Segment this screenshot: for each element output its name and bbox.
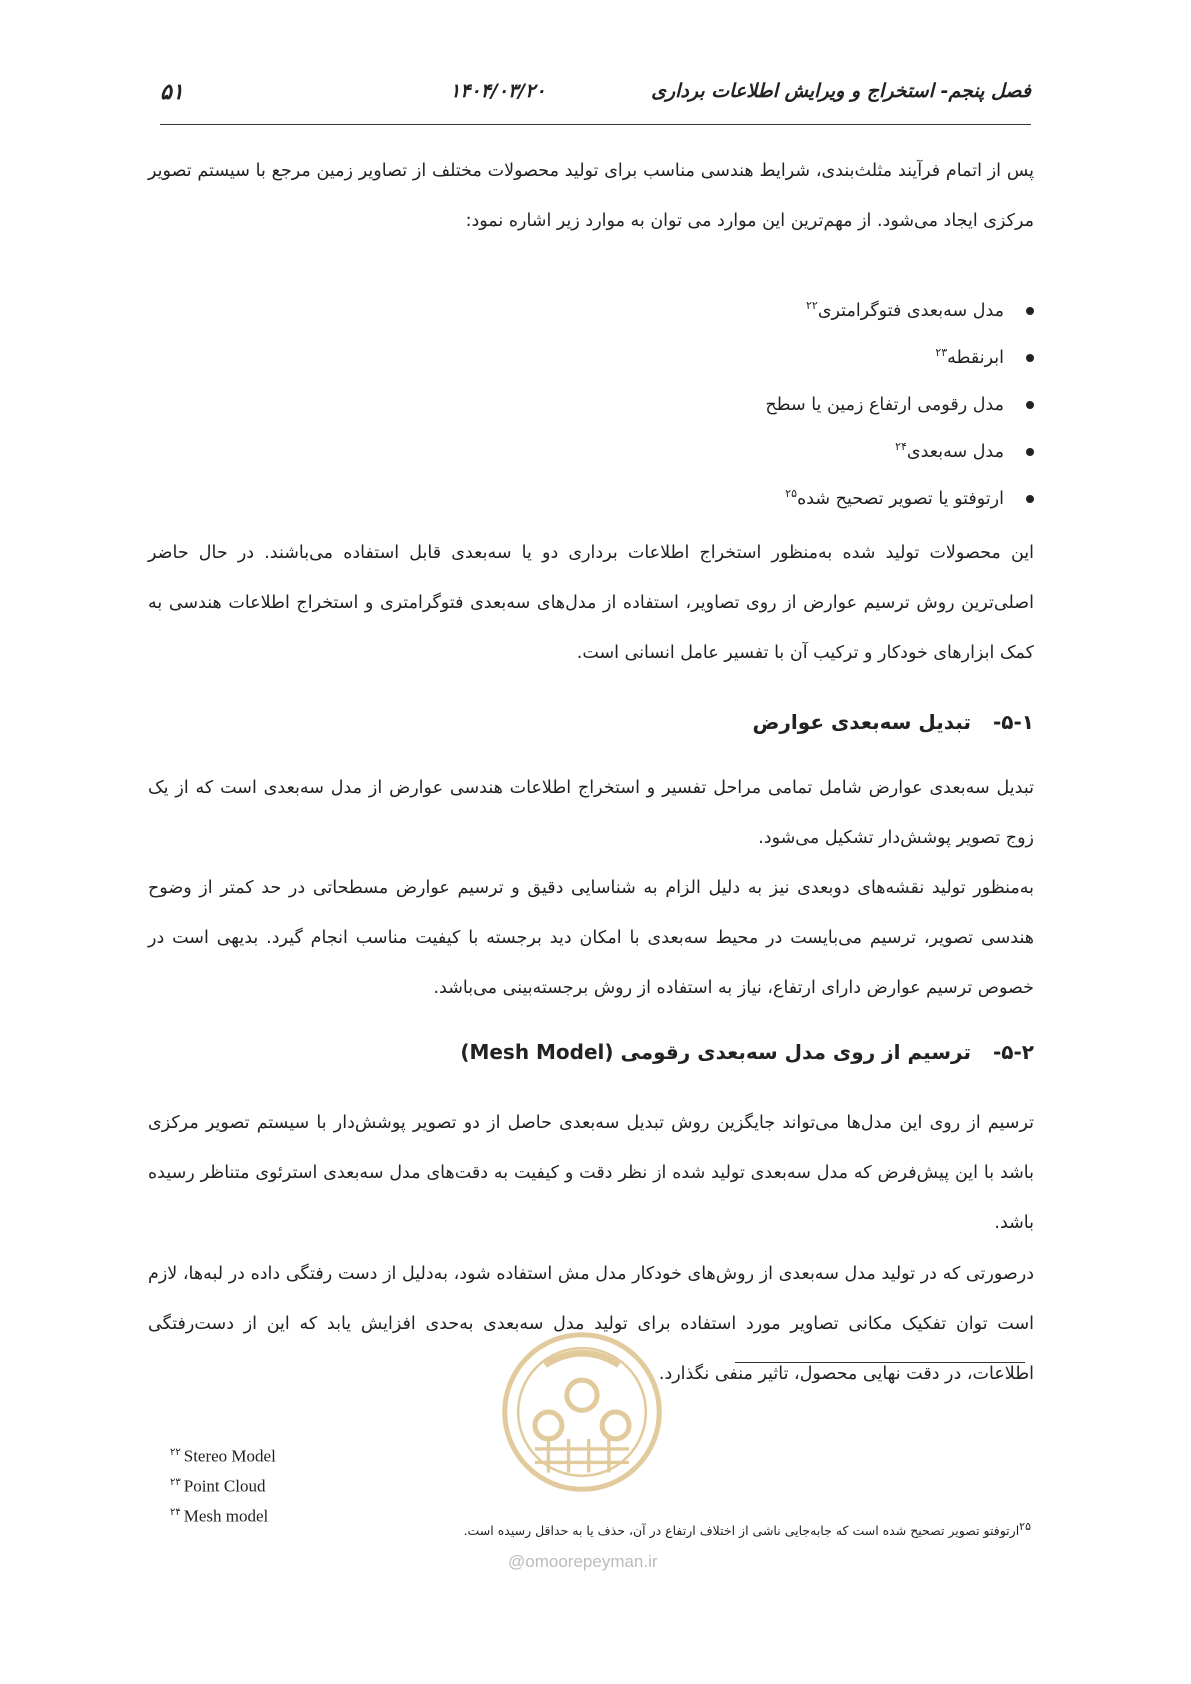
- chapter-title: فصل پنجم- استخراج و ویرایش اطلاعات برداری: [651, 80, 1031, 102]
- section-heading-5-2: [460, 1040, 1034, 1064]
- list-item: ارتوفتو یا تصویر تصحیح شده$^{۲۵}$: [765, 470, 1034, 517]
- bullet-icon: [1026, 448, 1034, 456]
- section1-paragraph2: به‌منظور تولید نقشه‌های دوبعدی نیز به دلیل الزام به شناسایی دقیق و ترسیم عوارض مسطحاتی در حد کمتر از وضوح هندسی تصویر، ترسیم می‌بایست در محیط سه‌بعدی با امکان دید برجسته با کیفیت مناسب انجام گیرد. بدیهی است در خصوص ترسیم عوارض دارای ارتفاع، نیاز به استفاده از روش برجسته‌بینی می‌باشد.: [148, 878, 1034, 998]
- bullet-icon: [1026, 354, 1034, 362]
- section2-paragraph2: درصورتی که در تولید مدل سه‌بعدی از روش‌های خودکار مدل مش استفاده شود، به‌دلیل از دست رفتگی داده در لبه‌ها، لازم است توان تفکیک مکانی تصاویر مورد استفاده برای تولید مدل سه‌بعدی به‌حدی افزایش یابد که این از دست‌رفتگی اطلاعات، در دقت نهایی محصول، تاثیر منفی نگذارد.: [148, 1264, 1034, 1384]
- list-item: مدل سه‌بعدی فتوگرامتری$^{۲۲}$: [765, 282, 1034, 329]
- bullet-icon: [1026, 307, 1034, 315]
- section-title: تبدیل سه‌بعدی عوارض: [752, 710, 971, 734]
- section-title: ترسیم از روی مدل سه‌بعدی رقومی (Mesh Model): [460, 1040, 971, 1064]
- section2-paragraph1: ترسیم از روی این مدل‌ها می‌تواند جایگزین روش تبدیل سه‌بعدی حاصل از دو تصویر پوشش‌دار با سیستم تصویر مرکزی باشد با این پیش‌فرض که مدل سه‌بعدی تولید شده از نظر دقت و کیفیت به دقت‌های مدل سه‌بعدی استرئوی متناظر رسیده باشد.: [148, 1113, 1034, 1233]
- section-number: ۵-۱-: [992, 710, 1034, 734]
- footnotes-english: [170, 1438, 276, 1528]
- footnote-item: $^{۲۳}$ Point Cloud: [170, 1476, 266, 1496]
- list-item: مدل سه‌بعدی$^{۲۴}$: [765, 423, 1034, 470]
- product-list: [765, 282, 1034, 517]
- intro-paragraph: پس از اتمام فرآیند مثلث‌بندی، شرایط هندسی مناسب برای تولید محصولات مختلف از تصاویر زمین مرجع با سیستم تصویر مرکزی ایجاد می‌شود. از مهم‌ترین این موارد می توان به موارد زیر اشاره نمود:: [148, 161, 1034, 231]
- section-number: ۵-۲-: [992, 1040, 1034, 1064]
- footnote-item: $^{۲۲}$ Stereo Model: [170, 1446, 276, 1466]
- header-divider: [160, 124, 1031, 125]
- footnote-item: $^{۲۴}$ Mesh model: [170, 1506, 269, 1526]
- footnote-persian: $^{۲۵}$ارتوفتو تصویر تصحیح شده است که جابه‌جایی ناشی از اختلاف ارتفاع در آن، حذف یا به حداقل رسیده است.: [463, 1520, 1031, 1539]
- list-item: مدل رقومی ارتفاع زمین یا سطح: [765, 376, 1034, 423]
- header-date: ۱۴۰۴/۰۳/۲۰: [450, 80, 546, 102]
- page-header: [160, 80, 1031, 110]
- bullet-icon: [1026, 495, 1034, 503]
- list-item: ابرنقطه$^{۲۳}$: [765, 329, 1034, 376]
- bullet-icon: [1026, 401, 1034, 409]
- footnote-divider: [735, 1362, 1025, 1363]
- page-number: ۵۱: [160, 80, 184, 105]
- section1-paragraph1: تبدیل سه‌بعدی عوارض شامل تمامی مراحل تفسیر و استخراج اطلاعات هندسی عوارض از مدل سه‌بعدی است که از یک زوج تصویر پوشش‌دار تشکیل می‌شود.: [148, 778, 1034, 848]
- watermark-stamp-logo: [498, 1328, 666, 1496]
- section-heading-5-1: [753, 710, 1035, 734]
- products-paragraph: این محصولات تولید شده به‌منظور استخراج اطلاعات برداری دو یا سه‌بعدی قابل استفاده می‌باشند. در حال حاضر اصلی‌ترین روش ترسیم عوارض از روی تصاویر، استفاده از مدل‌های سه‌بعدی فتوگرامتری و استخراج اطلاعات هندسی به کمک ابزارهای خودکار و ترکیب آن با تفسیر عامل انسانی است.: [148, 543, 1034, 663]
- watermark-site: @omoorepeyman.ir: [508, 1552, 658, 1571]
